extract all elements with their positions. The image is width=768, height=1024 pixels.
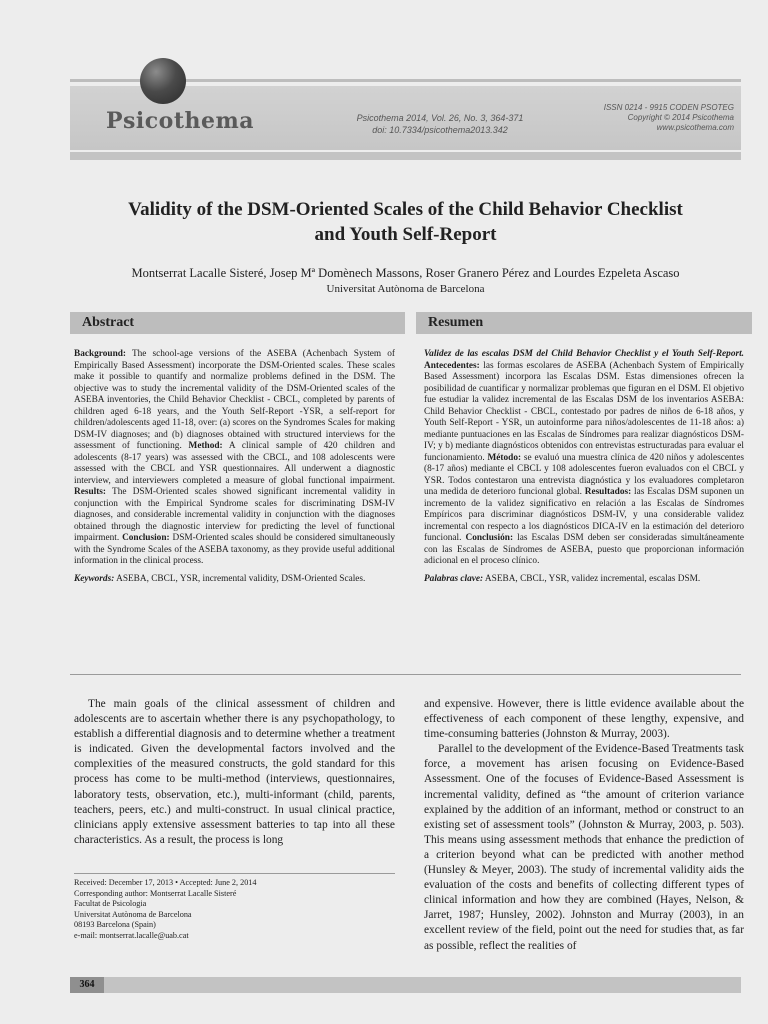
body-paragraph: and expensive. However, there is little evidence available about the effectiveness of each component of these lengthy, expensive, and time-consuming batteries (Johnston & Murray, 2003). <box>424 698 744 741</box>
body-paragraph: The main goals of the clinical assessment of children and adolescents are to ascertain whether there is any psychopathology, to establish a differential diagnosis and to determine whether a treatment is indicated. Given the developmental factors involved and the complexities of the measured constructs, the gold standard for this process has come to be multi-method (interviews, questionnaires, laboratory tests, observation, etc.), multi-informant (child, parents, teachers, peers, etc.) and multi-construct. In usual clinical practice, clinicians apply extensive assessment batteries to tap into all these characteristics. As a result, the process is long <box>74 698 395 846</box>
title-line: Validity of the DSM-Oriented Scales of the Child Behavior Checklist <box>128 199 683 220</box>
citation-line: Psicothema 2014, Vol. 26, No. 3, 364-371 <box>356 113 524 123</box>
section-divider <box>70 674 741 675</box>
issn-line: ISSN 0214 - 9915 CODEN PSOTEG <box>603 103 734 112</box>
label-palabras-clave: Palabras clave: <box>424 573 484 584</box>
label-conclusion-es: Conclusión: <box>461 533 514 543</box>
text-conclusion-es: las Escalas DSM deben ser consideradas simultáneamente con las Escalas de Síndromes de ASEBA, puesto que proporcionan información adicional en el proceso clínico. <box>424 533 744 566</box>
resumen-body <box>424 349 744 591</box>
journal-logo-ball-icon <box>140 58 186 104</box>
article-title <box>70 197 741 247</box>
journal-info <box>554 103 734 133</box>
text-palabras-clave: ASEBA, CBCL, YSR, validez incremental, escalas DSM. <box>483 573 701 584</box>
abstract-paragraph <box>74 349 395 568</box>
label-background: Background: <box>74 349 127 359</box>
corresponding-author: Corresponding author: Montserrat Lacalle Sisteré <box>74 888 237 898</box>
resumen-keywords <box>424 574 744 586</box>
label-resultados: Resultados: <box>581 487 632 497</box>
label-method: Method: <box>181 441 223 451</box>
journal-logo: Psicothema <box>106 108 255 134</box>
copyright-line: Copyright © 2014 Psicothema <box>627 113 734 122</box>
label-antecedentes: Antecedentes: <box>424 360 480 371</box>
label-results: Results: <box>74 487 107 497</box>
text-keywords: ASEBA, CBCL, YSR, incremental validity, DSM-Oriented Scales. <box>114 573 366 584</box>
city-line: 08193 Barcelona (Spain) <box>74 920 156 930</box>
abstract-keywords <box>74 574 395 586</box>
body-column-left <box>74 697 395 848</box>
received-line: Received: December 17, 2013 • Accepted: June 2, 2014 <box>74 878 257 887</box>
correspondence-footnote <box>74 878 395 942</box>
resumen-title: Validez de las escalas DSM del Child Behavior Checklist y el Youth Self-Report. <box>424 349 744 359</box>
body-paragraph: Parallel to the development of the Evidence-Based Treatments task force, a movement has arisen focusing on Evidence-Based Assessment. One of the focuses of Evidence-Based Assessment is incremental validity, defined as “the amount of criterion variance explained by the addition of an informant, method or construct to an existing set of assessment tools” (Johnston & Murray, 2003, p. 503). This means using assessment methods that enhance the prediction of a criterion beyond what can be predicted with another method (Hunsley & Meyer, 2003). The study of incremental validity aids the evaluation of the costs and benefits of collecting different types of clinical information and how they are combined (Hayes, Nelson, & Jarret, 1987; Hunsley, 2002). Johnston and Murray (2003), in an excellent review of the field, point out the need for studies that, as far as possible, reflect the realities of <box>424 743 744 952</box>
body-column-right <box>424 697 744 954</box>
faculty-line: Facultat de Psicologia <box>74 899 147 909</box>
university-line: Universitat Autònoma de Barcelona <box>74 909 192 919</box>
footer-band <box>70 977 741 993</box>
resumen-heading: Resumen <box>416 312 752 334</box>
text-results: The DSM-Oriented scales showed significant incremental validity in conjunction with the Empirical Syndrome scales for discriminating DSM-IV diagnoses, and considerable incremental validity in conjunction with the diagnoses obtained through the diagnostic interview for predicting the level of functional impairment. <box>74 487 395 543</box>
header-bottom-rule <box>70 152 741 160</box>
label-metodo: Método: <box>484 452 522 463</box>
footnote-rule <box>74 873 395 874</box>
doi-line: doi: 10.7334/psicothema2013.342 <box>372 125 508 135</box>
text-resultados: las Escalas DSM suponen un incremento de la validez significativo en relación a las Escalas de Síndromes Empíricos para discriminar diagnósticos DSM-IV, y una considerable validez incremental con respecto a los diagnósticos DICA-IV en la estimación del deterioro funcional. <box>424 487 744 543</box>
label-keywords: Keywords: <box>74 573 115 584</box>
affiliation: Universitat Autònoma de Barcelona <box>326 283 485 295</box>
citation-info <box>340 112 540 136</box>
author-list: Montserrat Lacalle Sisteré, Josep Mª Domènech Massons, Roser Granero Pérez and Lourdes Ezpeleta Ascaso <box>131 266 680 280</box>
website-line: www.psicothema.com <box>656 123 734 132</box>
abstract-heading: Abstract <box>70 312 405 334</box>
abstract-body <box>74 349 395 591</box>
title-line: and Youth Self-Report <box>314 224 497 245</box>
resumen-paragraph <box>424 349 744 568</box>
text-metodo: se evaluó una muestra clínica de 420 niños y adolescentes (8-17 años) mediante el CBCL y 108 adolescentes fueron evaluados con el CBCL y YSR. Todos contestaron una entrevista diagnóstica y los evaluadores completaron una medida de deterioro funcional global. <box>424 452 744 497</box>
label-conclusion: Conclusion: <box>119 533 170 543</box>
text-conclusion: DSM-Oriented scales should be considered simultaneously with the Syndrome Scales of the ASEBA taxonomy, as they provide useful additional information in the clinical process. <box>74 533 395 566</box>
text-antecedentes: las formas escolares de ASEBA (Achenbach System of Empirically Based Assessment) incorpora las Escalas DSM. Estas dimensiones ofrecen la posibilidad de cuantificar y normalizar problemas que figuran en el DSM. El objetivo fue estudiar la validez incremental de las Escalas DSM de los inventarios ASEBA: Child Behavior Checklist - CBCL, contestado por padres de niños de 6-18 años, y Youth Self-Report - YSR, un autoinforme para niños/adolescentes de 11-18 años: a) mediante puntuaciones en las Escalas de Síndromes para realizar diagnósticos DSM-IV; y b) mediante diagnósticos obtenidos con entrevistas estructuradas para evaluar el funcionamiento. <box>424 360 744 463</box>
text-method: A clinical sample of 420 children and adolescents (8-17 years) was assessed with the CBCL, and 108 adolescents were assessed with the CBCL and YSR questionnaires. All underwent a diagnostic interview, and interviewers completed a measure of global functional impairment. <box>74 441 395 486</box>
email-line: e-mail: montserrat.lacalle@uab.cat <box>74 930 189 940</box>
page-number: 364 <box>70 977 104 993</box>
text-background: The school-age versions of the ASEBA (Achenbach System of Empirically Based Assessment) incorporate the DSM-Oriented scales. These scales make it possible to quantify and normalize problems defined in the DSM. The objective was to study the incremental validity of the DSM-Oriented scales of the ASEBA inventories, the Child Behavior Checklist - CBCL, completed by parents of children aged 6-18 years, and the Youth Self-Report -YSR, a self-report for children/adolescents aged 11-18, over: (a) scores on the Syndromes Scales for making DSM-IV diagnoses; and (b) diagnoses obtained with structured interviews for the assessment of functioning. <box>74 349 395 451</box>
